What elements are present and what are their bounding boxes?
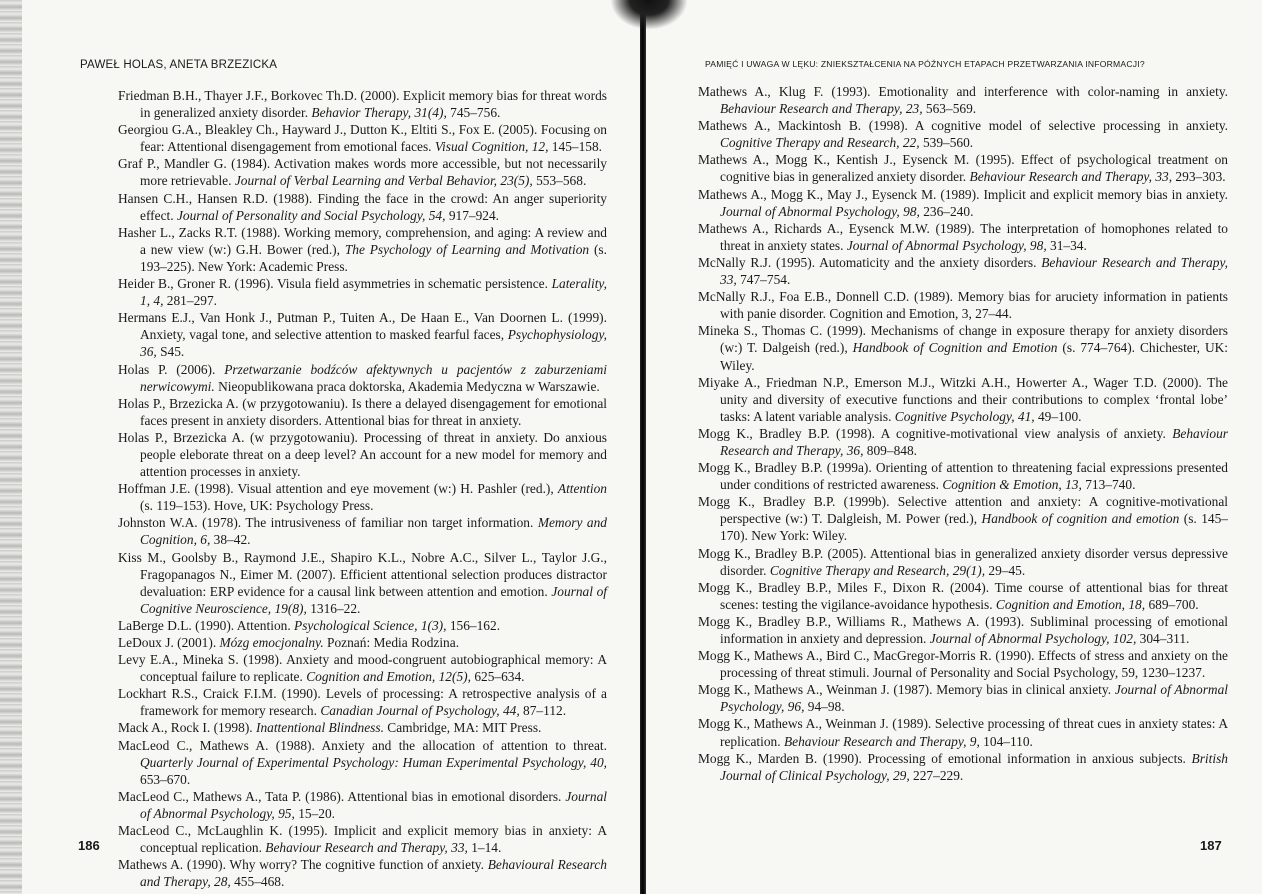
- reference-pages: 304–311.: [1136, 631, 1190, 646]
- reference-pages: 281–297.: [163, 293, 217, 309]
- reference-entry: [118, 224, 607, 275]
- reference-entry: [118, 275, 607, 309]
- reference-pages: 227–229.: [909, 767, 964, 783]
- reference-pages: 689–700.: [1145, 596, 1199, 612]
- reference-source-title: The Psychology of Learning and Motivation: [344, 241, 590, 257]
- reference-entry: [698, 459, 1228, 493]
- reference-entry: [118, 429, 607, 480]
- right-reference-list: [698, 83, 1228, 784]
- reference-pages: 747–754.: [736, 272, 791, 288]
- reference-entry: [698, 647, 1228, 681]
- reference-source-title: Journal of Cognitive Neuroscience, 19(8),: [140, 583, 607, 616]
- reference-entry: [118, 395, 607, 429]
- reference-source-title: Journal of Personality and Social Psychology, 54,: [176, 207, 446, 223]
- left-page-number: 186: [78, 838, 100, 853]
- reference-entry: [698, 681, 1228, 715]
- reference-source-title: Cognitive Therapy and Research, 22,: [720, 135, 920, 151]
- reference-entry: [698, 151, 1228, 185]
- reference-authors-text: Mathews A. (1990). Why worry? The cognitive function of anxiety.: [118, 857, 488, 873]
- reference-source-title: Behaviour Research and Therapy, 33,: [265, 840, 468, 856]
- reference-authors-text: Mogg K., Bradley B.P. (1999a). Orienting of attention to threatening facial expressions presented under conditions of restricted awareness.: [698, 460, 1228, 493]
- reference-pages: 31–34.: [1046, 237, 1087, 253]
- reference-entry: [118, 121, 607, 155]
- reference-pages: (s. 145–170). New York: Wiley.: [720, 511, 1228, 544]
- reference-authors-text: Mogg K., Bradley B.P. (1999b). Selective attention and anxiety: A cognitive-motivational perspective (w:) T. Dalgleish, M. Power (red.),: [698, 494, 1228, 527]
- reference-entry: [698, 374, 1228, 425]
- reference-source-title: Visual Cognition, 12,: [434, 139, 549, 155]
- reference-authors-text: Mogg K., Bradley B.P. (1998). A cognitive-motivational view analysis of anxiety.: [698, 425, 1173, 441]
- reference-entry: [698, 493, 1228, 544]
- reference-pages: 156–162.: [446, 617, 501, 633]
- reference-source-title: Journal of Verbal Learning and Verbal Behavior, 23(5),: [234, 173, 533, 189]
- reference-pages: 49–100.: [1034, 408, 1082, 424]
- reference-entry: [118, 309, 607, 360]
- reference-entry: [118, 87, 607, 121]
- reference-authors-text: Mathews A., Mackintosh B. (1998). A cognitive model of selective processing in anxiety.: [698, 118, 1228, 134]
- reference-authors-text: Holas P. (2006).: [118, 361, 225, 377]
- reference-pages: 563–569.: [922, 101, 977, 117]
- reference-source-title: Journal of Abnormal Psychology, 98,: [846, 237, 1047, 253]
- reference-entry: [698, 322, 1228, 373]
- reference-source-title: Psychophysiology, 36,: [140, 327, 607, 360]
- reference-pages: 917–924.: [445, 207, 500, 223]
- reference-authors-text: Johnston W.A. (1978). The intrusiveness of familiar non target information.: [118, 515, 538, 531]
- reference-pages: (s. 119–153). Hove, UK: Psychology Press.: [140, 498, 374, 514]
- reference-authors-text: Hoffman J.E. (1998). Visual attention and eye movement (w:) H. Pashler (red.),: [118, 481, 558, 497]
- reference-authors-text: Mogg K., Mathews A., Bird C., MacGregor-Morris R. (1990). Effects of stress and anxiety on the processing of threat stimuli. Journal of Personality and Social Psychology, 59, 1230–1237.: [698, 648, 1228, 681]
- reference-entry: [118, 190, 607, 224]
- reference-pages: 29–45.: [985, 562, 1026, 578]
- reference-authors-text: Friedman B.H., Thayer J.F., Borkovec Th.D. (2000). Explicit memory bias for threat words in generalized anxiety disorder.: [118, 88, 607, 121]
- reference-pages: S45.: [156, 344, 185, 360]
- reference-authors-text: Miyake A., Friedman N.P., Emerson M.J., Witzki A.H., Howerter A., Wager T.D. (2000). The unity and diversity of executive functions and their contributions to complex ‘frontal lobe’ tasks: A latent variable analysis.: [698, 374, 1228, 424]
- reference-authors-text: McNally R.J. (1995). Automaticity and the anxiety disorders.: [698, 254, 1042, 270]
- reference-source-title: Cognitive Psychology, 41,: [894, 408, 1035, 424]
- reference-source-title: Behaviour Research and Therapy, 33,: [969, 169, 1173, 185]
- reference-source-title: Cognition and Emotion, 12(5),: [306, 669, 471, 685]
- reference-pages: (s. 774–764). Chichester, UK: Wiley.: [720, 340, 1228, 373]
- reference-pages: Nieopublikowana praca doktorska, Akademia Medyczna w Warszawie.: [214, 378, 600, 394]
- reference-entry: [118, 856, 607, 890]
- reference-pages: 1316–22.: [306, 600, 361, 616]
- reference-authors-text: Mineka S., Thomas C. (1999). Mechanisms of change in exposure therapy for anxiety disorders (w:) T. Dalgeish (red.),: [698, 323, 1228, 356]
- reference-source-title: Journal of Abnormal Psychology, 102,: [929, 631, 1137, 646]
- reference-authors-text: Kiss M., Goolsby B., Raymond J.E., Shapiro K.L., Nobre A.C., Silver L., Taylor J.G., Fragopanagos N., Eimer M. (2007). Efficient attentional selection produces distractor devaluation: ERP evidence for a causal link between attention and emotion.: [118, 549, 607, 599]
- reference-authors-text: MacLeod C., Mathews A. (1988). Anxiety and the allocation of attention to threat.: [118, 737, 607, 753]
- reference-pages: 145–158.: [548, 139, 603, 155]
- scan-shadow-edge: [0, 0, 22, 894]
- reference-pages: 809–848.: [863, 442, 917, 458]
- reference-entry: [698, 288, 1228, 322]
- reference-source-title: Quarterly Journal of Experimental Psychology: Human Experimental Psychology, 40,: [140, 754, 607, 770]
- reference-authors-text: Mogg K., Marden B. (1990). Processing of emotional information in anxious subjects.: [698, 750, 1192, 766]
- reference-entry: [118, 822, 607, 856]
- reference-source-title: Handbook of cognition and emotion: [981, 511, 1180, 527]
- reference-authors-text: Levy E.A., Mineka S. (1998). Anxiety and mood-congruent autobiographical memory: A conceptual failure to replicate.: [118, 652, 607, 685]
- reference-entry: [118, 549, 607, 617]
- reference-source-title: Laterality, 1, 4,: [140, 276, 607, 309]
- reference-authors-text: Mogg K., Mathews A., Weinman J. (1989). Selective processing of threat cues in anxiety states: A replication.: [698, 716, 1228, 749]
- reference-entry: [118, 685, 607, 719]
- reference-authors-text: Mack A., Rock I. (1998).: [118, 720, 256, 736]
- reference-entry: [118, 155, 607, 189]
- reference-source-title: Attention: [557, 481, 607, 497]
- reference-pages: 104–110.: [979, 733, 1033, 749]
- reference-entry: [698, 425, 1228, 459]
- reference-entry: [698, 579, 1228, 613]
- reference-entry: [118, 514, 607, 548]
- reference-authors-text: Holas P., Brzezicka A. (w przygotowaniu). Processing of threat in anxiety. Do anxious people eleborate threat on a deep level? An account for a new model for memory and attention processes in anxiety.: [118, 429, 607, 480]
- reference-source-title: Behaviour Research and Therapy, 36,: [720, 425, 1228, 458]
- reference-pages: 539–560.: [919, 135, 974, 151]
- reference-pages: 553–568.: [532, 173, 587, 189]
- reference-authors-text: Hasher L., Zacks R.T. (1988). Working memory, comprehension, and aging: A review and a new view (w:) G.H. Bower (red.),: [118, 224, 607, 257]
- reference-source-title: Cognitive Therapy and Research, 29(1),: [769, 562, 986, 578]
- reference-pages: 236–240.: [919, 203, 974, 219]
- reference-source-title: Inattentional Blindness.: [255, 720, 384, 736]
- reference-source-title: Cognition and Emotion, 18,: [995, 596, 1146, 612]
- reference-source-title: Memory and Cognition, 6,: [140, 515, 607, 548]
- reference-entry: [698, 613, 1228, 647]
- reference-entry: [698, 117, 1228, 151]
- reference-entry: [118, 651, 607, 685]
- left-running-head: PAWEŁ HOLAS, ANETA BRZEZICKA: [80, 59, 278, 71]
- reference-pages: 745–756.: [446, 105, 501, 121]
- reference-authors-text: LeDoux J. (2001).: [118, 635, 220, 650]
- reference-pages: 293–303.: [1172, 169, 1226, 185]
- reference-entry: [118, 361, 607, 395]
- reference-source-title: Journal of Abnormal Psychology, 98,: [720, 203, 920, 219]
- reference-pages: Poznań: Media Rodzina.: [323, 635, 460, 650]
- reference-authors-text: Georgiou G.A., Bleakley Ch., Hayward J., Dutton K., Eltiti S., Fox E. (2005). Focusing on fear: Attentional disengagement from emotional faces.: [118, 122, 607, 155]
- reference-authors-text: Mathews A., Mogg K., Kentish J., Eysenck M. (1995). Effect of psychological treatment on cognitive bias in generalized anxiety disorder.: [698, 152, 1228, 185]
- reference-entry: [118, 634, 607, 651]
- reference-source-title: Canadian Journal of Psychology, 44,: [320, 703, 520, 719]
- reference-source-title: Cognition & Emotion, 13,: [942, 477, 1082, 493]
- reference-pages: 38–42.: [210, 532, 251, 548]
- reference-entry: [698, 220, 1228, 254]
- reference-pages: 713–740.: [1081, 477, 1136, 493]
- reference-authors-text: Mathews A., Klug F. (1993). Emotionality and interference with color-naming in anxiety.: [698, 84, 1228, 99]
- reference-authors-text: Hermans E.J., Van Honk J., Putman P., Tuiten A., De Haan E., Van Doornen L. (1999). Anxiety, vagal tone, and selective attention to masked fearful faces,: [118, 310, 607, 343]
- reference-source-title: Mózg emocjonalny.: [219, 635, 324, 650]
- reference-authors-text: Mogg K., Bradley B.P., Miles F., Dixon R. (2004). Time course of attentional bias for threat scenes: testing the vigilance-avoidance hypothesis.: [698, 579, 1228, 612]
- reference-entry: [698, 83, 1228, 117]
- reference-pages: 15–20.: [294, 805, 336, 821]
- reference-entry: [698, 254, 1228, 288]
- right-page: [646, 0, 1262, 894]
- reference-pages: Cambridge, MA: MIT Press.: [383, 720, 542, 736]
- reference-source-title: Behaviour Research and Therapy, 33,: [720, 254, 1228, 288]
- reference-pages: 625–634.: [470, 669, 525, 685]
- reference-source-title: Przetwarzanie bodźców afektywnych u pacjentów z zaburzeniami nerwicowymi.: [140, 361, 608, 394]
- reference-source-title: Behaviour Research and Therapy, 9,: [783, 733, 980, 749]
- reference-authors-text: Lockhart R.S., Craick F.I.M. (1990). Levels of processing: A retrospective analysis of a framework for memory research.: [118, 686, 607, 719]
- reference-authors-text: Mogg K., Bradley B.P., Williams R., Mathews A. (1993). Subliminal processing of emotional information in anxiety and depression.: [698, 613, 1228, 646]
- reference-authors-text: Mogg K., Bradley B.P. (2005). Attentional bias in generalized anxiety disorder versus depressive disorder.: [698, 545, 1228, 578]
- reference-authors-text: Hansen C.H., Hansen R.D. (1988). Finding the face in the crowd: An anger superiority effect.: [118, 190, 607, 223]
- reference-entry: [118, 480, 607, 514]
- reference-entry: [118, 617, 607, 634]
- reference-source-title: British Journal of Clinical Psychology, 29,: [720, 750, 1228, 783]
- reference-source-title: Journal of Abnormal Psychology, 95,: [140, 788, 607, 821]
- reference-pages: 94–98.: [804, 699, 845, 715]
- reference-source-title: Journal of Abnormal Psychology, 96,: [720, 682, 1228, 715]
- reference-entry: [118, 719, 607, 736]
- reference-pages: (s. 193–225). New York: Academic Press.: [140, 241, 607, 274]
- reference-source-title: Behaviour Research and Therapy, 23,: [720, 101, 923, 117]
- reference-authors-text: LaBerge D.L. (1990). Attention.: [118, 617, 295, 633]
- reference-authors-text: Mathews A., Mogg K., May J., Eysenck M. (1989). Implicit and explicit memory bias in anxiety.: [698, 186, 1228, 202]
- left-reference-list: [118, 87, 607, 890]
- reference-pages: 1–14.: [467, 840, 502, 856]
- reference-authors-text: MacLeod C., Mathews A., Tata P. (1986). Attentional bias in emotional disorders.: [118, 788, 566, 804]
- reference-authors-text: Mathews A., Richards A., Eysenck M.W. (1989). The interpretation of homophones related to threat in anxiety states.: [698, 220, 1228, 253]
- reference-entry: [118, 788, 607, 822]
- reference-entry: [698, 186, 1228, 220]
- reference-entry: [698, 545, 1228, 579]
- reference-source-title: Handbook of Cognition and Emotion: [852, 340, 1058, 356]
- reference-authors-text: McNally R.J., Foa E.B., Donnell C.D. (1989). Memory bias for aruciety information in patients with panie disorder. Cognition and Emotion, 3, 27–44.: [698, 289, 1228, 322]
- reference-entry: [698, 715, 1228, 749]
- reference-source-title: Psychological Science, 1(3),: [294, 617, 447, 633]
- reference-pages: 87–112.: [519, 703, 567, 719]
- reference-entry: [118, 737, 607, 788]
- reference-authors-text: Heider B., Groner R. (1996). Visula field asymmetries in schematic persistence.: [118, 276, 552, 292]
- reference-authors-text: Holas P., Brzezicka A. (w przygotowaniu). Is there a delayed disengagement for emotional faces present in anxiety disorders. Attentional bias for threat in anxiety.: [118, 395, 607, 428]
- right-page-number: 187: [1200, 838, 1222, 853]
- reference-pages: 653–670.: [140, 771, 191, 787]
- reference-authors-text: Graf P., Mandler G. (1984). Activation makes words more accessible, but not necessarily more retrievable.: [118, 156, 607, 189]
- reference-source-title: Behavior Therapy, 31(4),: [311, 105, 447, 121]
- reference-authors-text: MacLeod C., McLaughlin K. (1995). Implicit and explicit memory bias in anxiety: A conceptual replication.: [118, 823, 607, 856]
- right-running-head: PAMIĘĆ I UWAGA W LĘKU: ZNIEKSZTAŁCENIA NA PÓŹNYCH ETAPACH PRZETWARZANIA INFORMACJI?: [705, 59, 1145, 69]
- reference-source-title: Behavioural Research and Therapy, 28,: [140, 857, 607, 890]
- reference-pages: 455–468.: [230, 874, 285, 890]
- reference-entry: [698, 750, 1228, 784]
- reference-authors-text: Mogg K., Mathews A., Weinman J. (1987). Memory bias in clinical anxiety.: [698, 682, 1115, 698]
